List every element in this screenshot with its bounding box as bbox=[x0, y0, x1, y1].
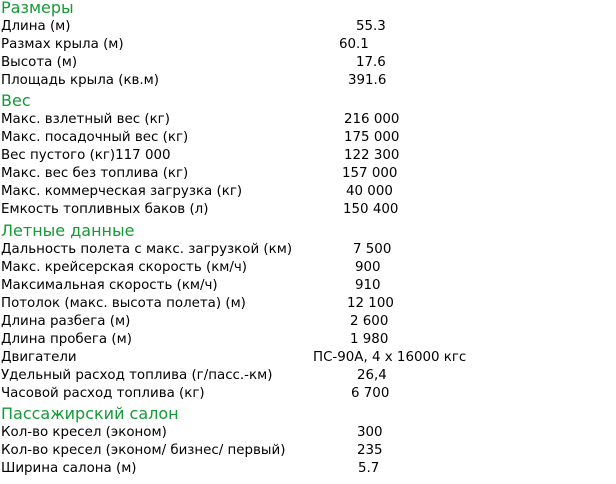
spec-row bbox=[0, 201, 616, 219]
spec-row bbox=[0, 72, 616, 90]
spec-value: 910 bbox=[355, 278, 381, 293]
spec-row bbox=[0, 54, 616, 72]
spec-value: 150 400 bbox=[343, 202, 399, 217]
spec-row bbox=[0, 295, 616, 313]
spec-value: 55.3 bbox=[356, 19, 386, 34]
spec-value: 12 100 bbox=[347, 296, 394, 311]
spec-value: 391.6 bbox=[348, 73, 387, 88]
spec-label: Кол-во кресел (эконом/ бизнес/ первый) bbox=[1, 443, 286, 458]
spec-value: 122 300 bbox=[344, 148, 400, 163]
spec-value: ПС-90А, 4 x 16000 кгс bbox=[313, 350, 467, 365]
section-heading-flight-data: Летные данные bbox=[1, 221, 135, 240]
spec-row bbox=[0, 424, 616, 442]
spec-row bbox=[0, 349, 616, 367]
spec-row bbox=[0, 129, 616, 147]
spec-label: Удельный расход топлива (г/пасс.-км) bbox=[1, 368, 273, 383]
spec-row bbox=[0, 460, 616, 478]
spec-label: Длина разбега (м) bbox=[1, 314, 131, 329]
spec-label: Длина (м) bbox=[1, 19, 71, 34]
spec-row bbox=[0, 183, 616, 201]
spec-value: 7 500 bbox=[353, 242, 392, 257]
spec-row bbox=[0, 277, 616, 295]
spec-value: 300 bbox=[357, 425, 383, 440]
spec-label: Макс. крейсерская скорость (км/ч) bbox=[1, 260, 248, 275]
spec-label: Длина пробега (м) bbox=[1, 332, 132, 347]
spec-label: Макс. посадочный вес (кг) bbox=[1, 130, 189, 145]
spec-row bbox=[0, 18, 616, 36]
spec-value: 6 700 bbox=[351, 386, 390, 401]
spec-label: Максимальная скорость (км/ч) bbox=[1, 278, 218, 293]
spec-label: Площадь крыла (кв.м) bbox=[1, 73, 160, 88]
spec-label: Часовой расход топлива (кг) bbox=[1, 386, 205, 401]
spec-row bbox=[0, 385, 616, 403]
spec-label: Макс. вес без топлива (кг) bbox=[1, 166, 189, 181]
spec-value: 235 bbox=[357, 443, 383, 458]
spec-label: Высота (м) bbox=[1, 55, 78, 70]
spec-label: Размах крыла (м) bbox=[1, 37, 124, 52]
spec-value: 60.1 bbox=[339, 37, 369, 52]
spec-label: Двигатели bbox=[1, 350, 77, 365]
spec-label: Макс. взлетный вес (кг) bbox=[1, 112, 170, 127]
spec-row bbox=[0, 442, 616, 460]
spec-value: 175 000 bbox=[344, 130, 400, 145]
spec-row bbox=[0, 36, 616, 54]
spec-row bbox=[0, 111, 616, 129]
spec-value: 900 bbox=[355, 260, 381, 275]
spec-value: 2 600 bbox=[350, 314, 389, 329]
spec-label: Кол-во кресел (эконом) bbox=[1, 425, 167, 440]
spec-value: 17.6 bbox=[356, 55, 386, 70]
section-heading-passenger-cabin: Пассажирский салон bbox=[1, 404, 179, 423]
spec-label: Емкость топливных баков (л) bbox=[1, 202, 209, 217]
spec-value: 216 000 bbox=[344, 112, 400, 127]
spec-row bbox=[0, 165, 616, 183]
spec-row bbox=[0, 147, 616, 165]
spec-label: Дальность полета с макс. загрузкой (км) bbox=[1, 242, 293, 257]
spec-row bbox=[0, 331, 616, 349]
spec-value: 5.7 bbox=[358, 461, 380, 476]
spec-label: Макс. коммерческая загрузка (кг) bbox=[1, 184, 243, 199]
spec-row bbox=[0, 241, 616, 259]
spec-value: 157 000 bbox=[342, 166, 398, 181]
spec-value: 1 980 bbox=[350, 332, 389, 347]
spec-label: Вес пустого (кг)117 000 bbox=[1, 148, 171, 163]
spec-row bbox=[0, 259, 616, 277]
spec-value: 26,4 bbox=[357, 368, 387, 383]
section-heading-dimensions: Размеры bbox=[1, 0, 74, 17]
spec-row bbox=[0, 313, 616, 331]
spec-value: 40 000 bbox=[346, 184, 393, 199]
spec-row bbox=[0, 367, 616, 385]
spec-label: Потолок (макс. высота полета) (м) bbox=[1, 296, 246, 311]
spec-label: Ширина салона (м) bbox=[1, 461, 137, 476]
section-heading-weight: Вес bbox=[1, 91, 31, 110]
